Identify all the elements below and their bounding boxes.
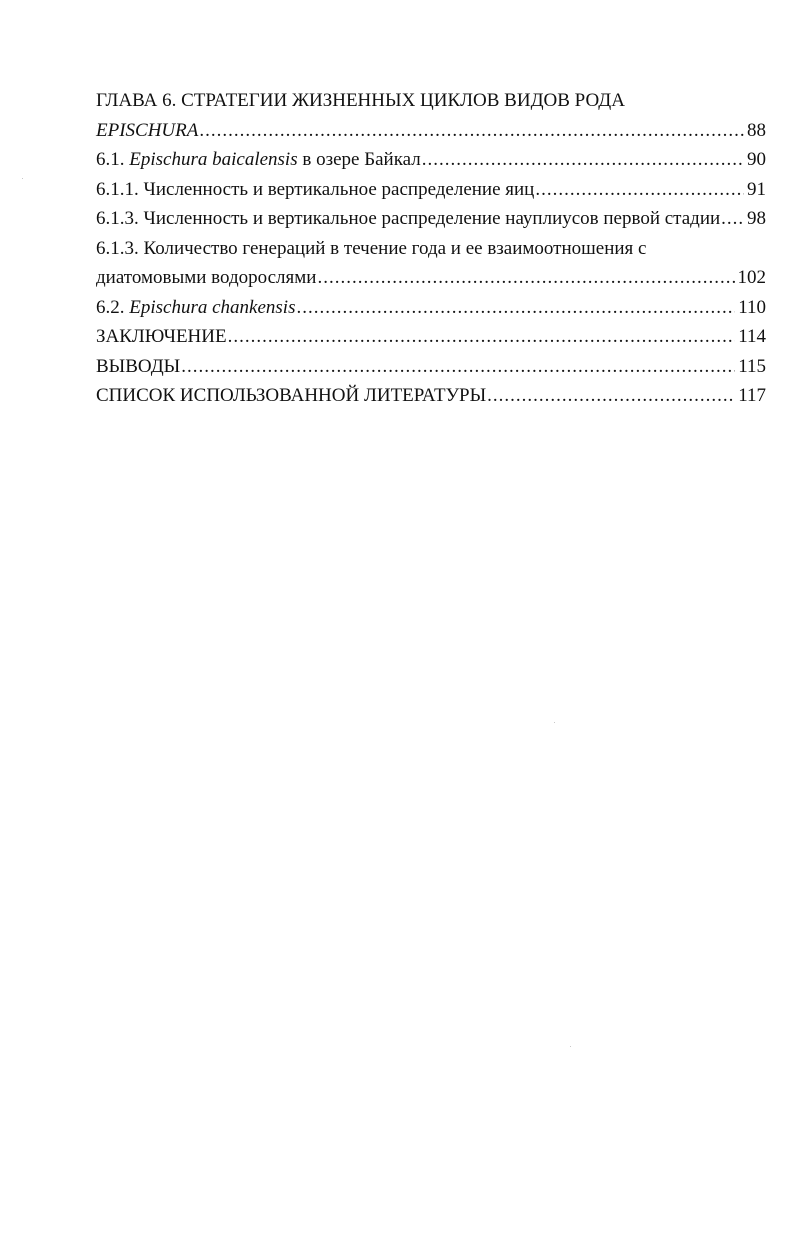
toc-chapter-6-heading: ГЛАВА 6. СТРАТЕГИИ ЖИЗНЕННЫХ ЦИКЛОВ ВИДОВ РОДА <box>96 90 625 111</box>
dot-leader <box>181 352 735 382</box>
scan-speck <box>22 178 23 179</box>
scan-speck <box>570 1046 571 1047</box>
dot-leader <box>721 204 744 234</box>
toc-entry-title <box>96 293 295 323</box>
toc-entry-title: 6.1.1. Численность и вертикальное распределение яиц <box>96 178 535 200</box>
toc-page-number: 117 <box>738 385 766 406</box>
dot-leader <box>296 293 735 323</box>
toc-page-number: 110 <box>738 296 766 318</box>
toc-entry-conclusion[interactable] <box>96 322 766 352</box>
section-number: 6.2. <box>96 296 130 318</box>
title-suffix: в озере Байкал <box>297 149 421 170</box>
dot-leader <box>317 263 734 293</box>
dot-leader <box>228 322 736 352</box>
toc-page-number: 90 <box>747 149 766 170</box>
toc-entry-title: EPISCHURA <box>96 119 199 141</box>
toc-page-number: 115 <box>738 355 766 377</box>
toc-entry-6-1-1[interactable] <box>96 175 766 205</box>
toc-entry-title: ЗАКЛЮЧЕНИЕ <box>96 326 227 347</box>
table-of-contents <box>96 86 766 411</box>
dot-leader <box>199 116 744 146</box>
toc-entry-title <box>96 145 421 175</box>
section-number: 6.1. <box>96 149 130 170</box>
dot-leader <box>422 145 744 175</box>
toc-entry-6-1[interactable] <box>96 145 766 175</box>
toc-entry-references[interactable] <box>96 381 766 411</box>
toc-entry-6-1-3-nauplii[interactable] <box>96 204 766 234</box>
toc-entry-title: ВЫВОДЫ <box>96 355 181 377</box>
toc-entry-6-1-3-generations[interactable] <box>96 263 766 293</box>
toc-entry-title: 6.1.3. Численность и вертикальное распределение науплиусов первой стадии <box>96 208 721 229</box>
toc-page-number: 114 <box>738 326 766 347</box>
dot-leader <box>535 175 744 205</box>
toc-page-number: 91 <box>747 178 766 200</box>
species-name: Epischura chankensis <box>129 296 296 318</box>
toc-page-number: 88 <box>747 119 766 141</box>
toc-page-number: 102 <box>737 267 766 288</box>
species-name: Epischura baicalensis <box>129 149 298 170</box>
toc-page-number: 98 <box>747 208 766 229</box>
scan-speck <box>554 722 555 723</box>
toc-entry-title: СПИСОК ИСПОЛЬЗОВАННОЙ ЛИТЕРАТУРЫ <box>96 385 487 406</box>
toc-entry-6-2[interactable] <box>96 293 766 323</box>
toc-entry-6-1-3-generations-line1: 6.1.3. Количество генераций в течение года и ее взаимоотношения с <box>96 237 647 259</box>
toc-entry-title: диатомовыми водорослями <box>96 267 317 288</box>
dot-leader <box>487 381 735 411</box>
toc-entry-findings[interactable] <box>96 352 766 382</box>
toc-entry-chapter-6[interactable] <box>96 116 766 146</box>
